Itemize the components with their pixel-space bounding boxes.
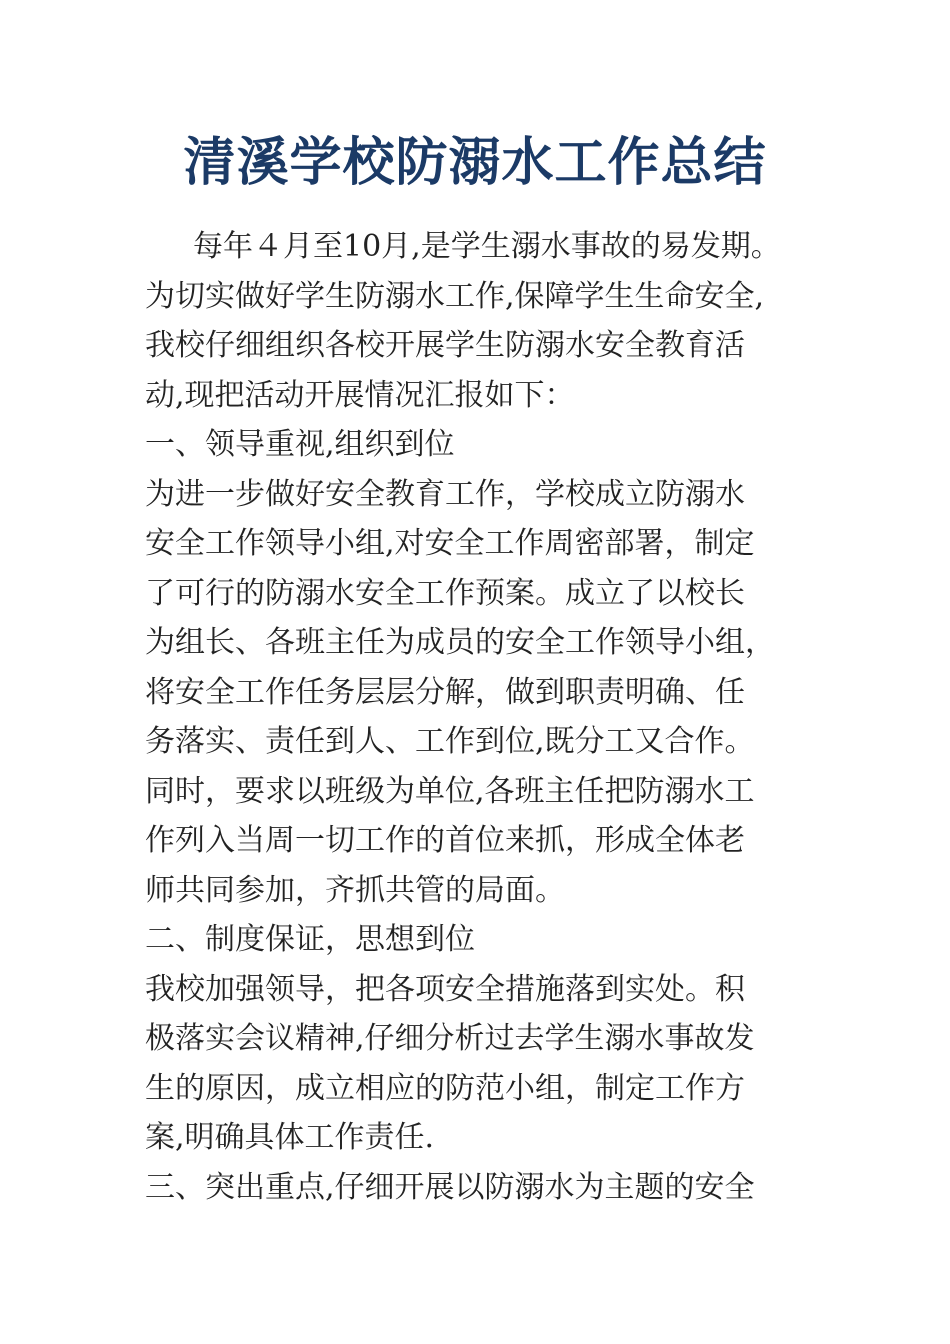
paragraph-line: 为进一步做好安全教育工作，学校成立防溺水 [145, 476, 745, 512]
paragraph-line: 务落实、责任到人、工作到位,既分工又合作。 [145, 724, 755, 759]
document-title: 清溪学校防溺水工作总结 [183, 132, 767, 193]
paragraph-line: 将安全工作任务层层分解，做到职责明确、任 [145, 674, 745, 710]
paragraph-line: 动,现把活动开展情况汇报如下： [145, 377, 575, 413]
section-heading: 三、突出重点,仔细开展以防溺水为主题的安全 [145, 1169, 755, 1205]
section-heading: 二、制度保证，思想到位 [145, 922, 475, 957]
paragraph-line: 每年４月至10月,是学生溺水事故的易发期。 [193, 229, 781, 264]
paragraph-line: 我校加强领导，把各项安全措施落到实处。积 [145, 971, 745, 1007]
paragraph-line: 同时，要求以班级为单位,各班主任把防溺水工 [145, 773, 755, 809]
paragraph-line: 安全工作领导小组,对安全工作周密部署，制定 [145, 526, 755, 561]
paragraph-line: 为组长、各班主任为成员的安全工作领导小组， [145, 625, 775, 660]
paragraph-line: 作列入当周一切工作的首位来抓，形成全体老 [145, 823, 745, 858]
document-body [145, 222, 815, 1212]
paragraph-line: 案,明确具体工作责任. [145, 1120, 435, 1155]
paragraph-line: 师共同参加，齐抓共管的局面。 [145, 872, 565, 908]
section-heading: 一、领导重视,组织到位 [145, 427, 455, 462]
paragraph-line: 了可行的防溺水安全工作预案。成立了以校长 [145, 575, 745, 611]
paragraph-line: 生的原因，成立相应的防范小组，制定工作方 [145, 1070, 745, 1106]
paragraph-line: 极落实会议精神,仔细分析过去学生溺水事故发 [145, 1021, 755, 1056]
paragraph-line: 为切实做好学生防溺水工作,保障学生生命安全, [145, 278, 765, 314]
paragraph-line: 我校仔细组织各校开展学生防溺水安全教育活 [145, 328, 745, 363]
